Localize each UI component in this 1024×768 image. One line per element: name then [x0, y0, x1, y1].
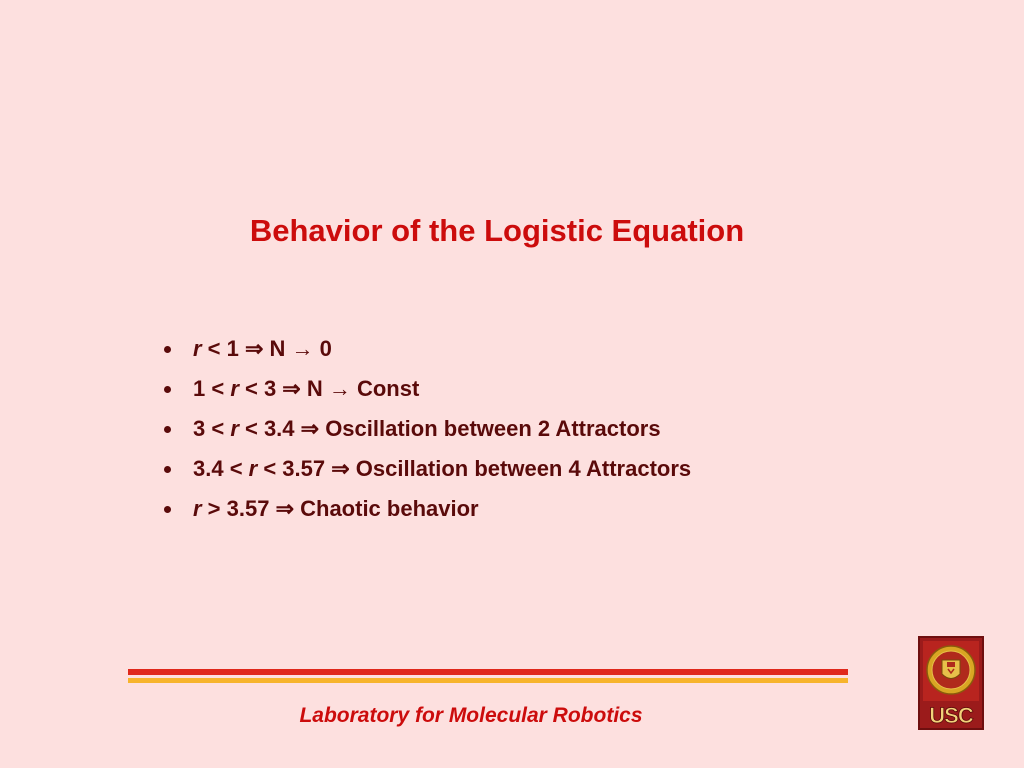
bullet-text — [193, 332, 332, 366]
footer-divider-gold — [128, 678, 848, 683]
r-variable: r — [248, 456, 258, 481]
bullet-text-segment: 3.4 < — [193, 456, 249, 481]
bullet-item — [164, 489, 691, 529]
shield-book — [947, 662, 955, 667]
footer-lab-name: Laboratory for Molecular Robotics — [299, 704, 643, 727]
bullet-text — [193, 492, 479, 526]
usc-logo — [918, 636, 984, 730]
bullet-text-segment: 1 < — [193, 376, 231, 401]
footer-divider-red — [128, 669, 848, 675]
r-variable: r — [230, 376, 239, 401]
r-variable: r — [193, 496, 202, 521]
bullet-text-segment: < 3.4 ⇒ Oscillation between 2 Attractors — [238, 416, 661, 441]
bullet-item — [164, 369, 691, 409]
bullet-item — [164, 329, 691, 369]
bullet-dot-icon — [164, 386, 171, 393]
r-variable: r — [193, 336, 202, 361]
bullet-dot-icon — [164, 466, 171, 473]
r-variable: r — [230, 416, 239, 441]
bullet-item — [164, 409, 691, 449]
bullet-dot-icon — [164, 346, 171, 353]
bullet-dot-icon — [164, 506, 171, 513]
bullet-list — [164, 329, 691, 529]
bullet-text-segment: 3 < — [193, 416, 231, 441]
bullet-text — [193, 372, 419, 406]
bullet-text-segment: < 3 ⇒ N → Const — [238, 376, 420, 401]
bullet-text — [193, 452, 691, 486]
slide-title: Behavior of the Logistic Equation — [249, 213, 745, 248]
bullet-text-segment: < 1 ⇒ N → 0 — [201, 336, 332, 361]
bullet-text-segment: < 3.57 ⇒ Oscillation between 4 Attractors — [257, 456, 692, 481]
bullet-text-segment: > 3.57 ⇒ Chaotic behavior — [201, 496, 479, 521]
bullet-dot-icon — [164, 426, 171, 433]
bullet-item — [164, 449, 691, 489]
bullet-text — [193, 412, 661, 446]
usc-logo-text: USC — [929, 703, 973, 728]
